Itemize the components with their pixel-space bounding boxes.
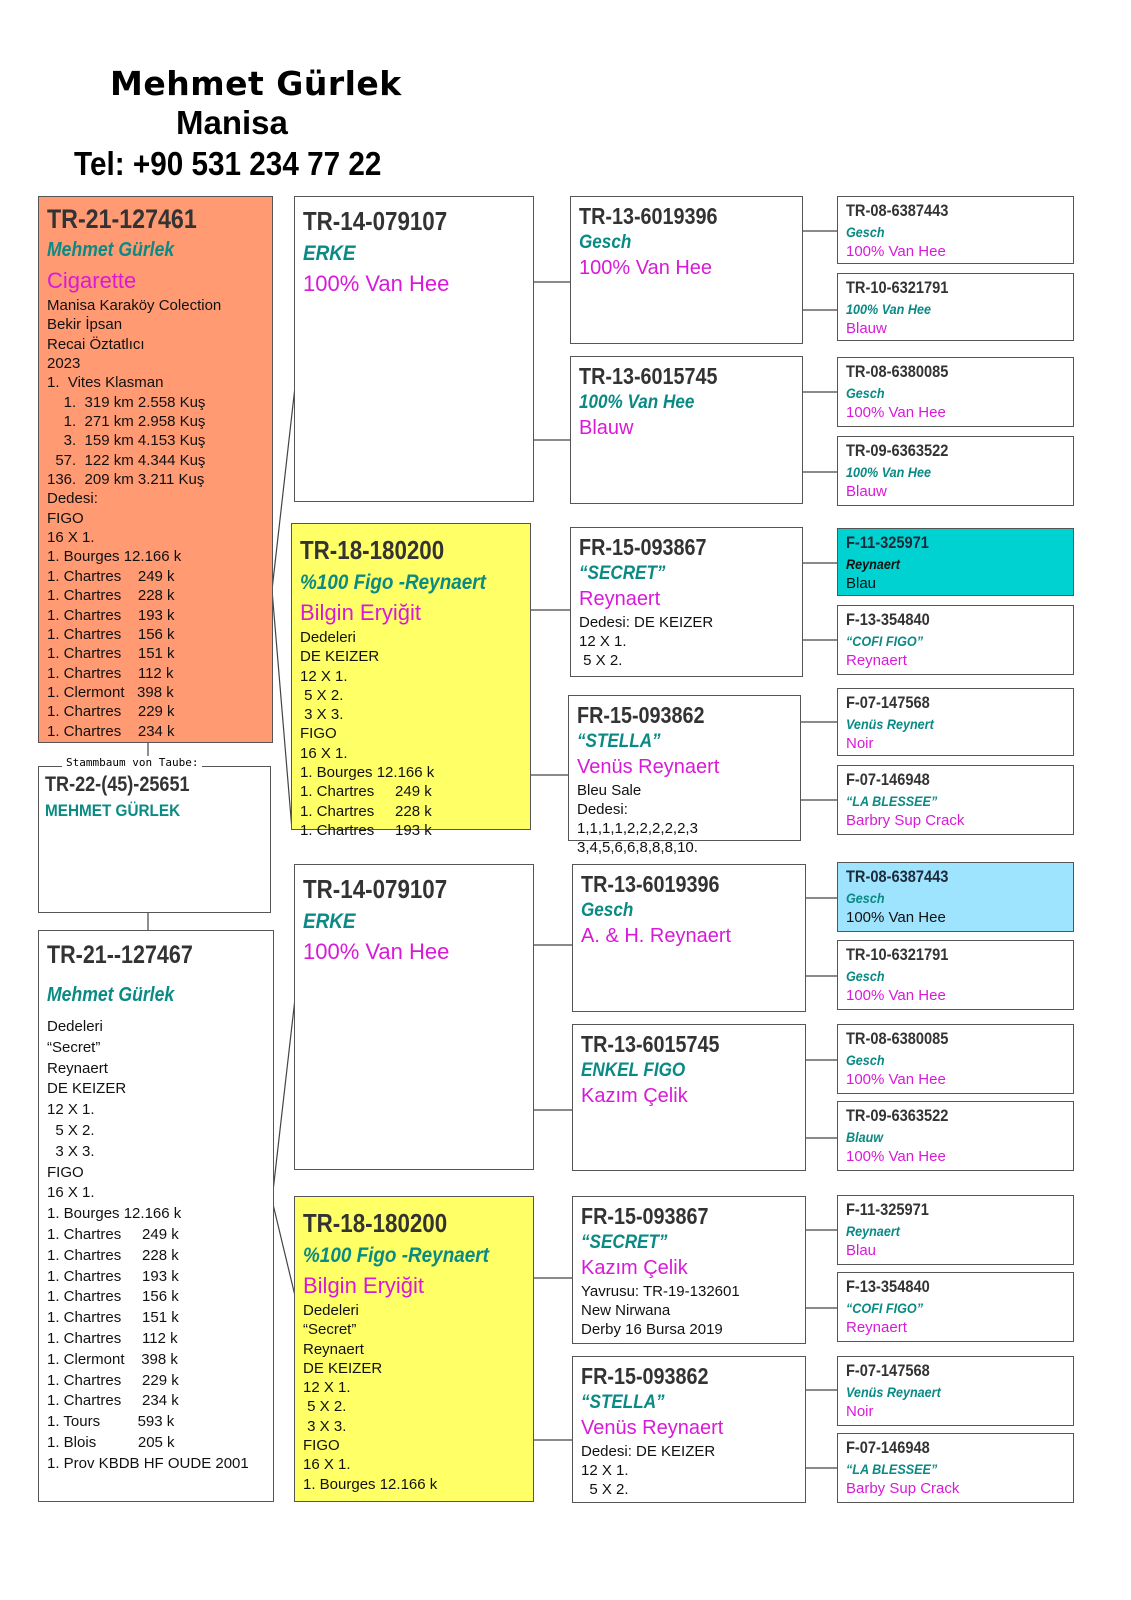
strain-line: Reynaert xyxy=(846,556,900,572)
subject2-details xyxy=(47,1017,265,1475)
detail-line: 1. Chartres 228 k xyxy=(47,1246,179,1264)
strain-line: ENKEL FIGO xyxy=(581,1060,686,1081)
subject-name: Cigarette xyxy=(47,268,137,293)
detail-line: 1. Chartres 193 k xyxy=(47,606,175,624)
strain-line: Gesch xyxy=(846,224,885,240)
great-grandparent-card xyxy=(837,765,1074,835)
breeder-phone: Tel: +90 531 234 77 22 xyxy=(74,145,382,182)
breeder-line: Reynaert xyxy=(579,588,661,610)
great-grandparent-card xyxy=(837,196,1074,264)
breeder-name: Mehmet Gürlek xyxy=(110,64,402,103)
detail-line: Bleu Sale xyxy=(577,782,642,799)
strain-line: %100 Figo -Reynaert xyxy=(303,1244,489,1267)
great-grandparent-card xyxy=(837,940,1074,1010)
detail-line: 1. Chartres 156 k xyxy=(47,625,175,643)
dam-card xyxy=(291,523,531,839)
breeder-line: 100% Van Hee xyxy=(846,404,946,421)
detail-line: 2023 xyxy=(47,355,81,373)
detail-line: 1. Chartres 249 k xyxy=(47,567,175,585)
strain-line: “COFI FIGO” xyxy=(846,633,924,649)
detail-line: 3 X 3. xyxy=(47,1142,95,1160)
strain-line: Gesch xyxy=(846,890,885,906)
breeder-line: 100% Van Hee xyxy=(846,1071,946,1088)
breeder-line: Bilgin Eryiğit xyxy=(300,600,422,625)
detail-line: 1. Bourges 12.166 k xyxy=(47,548,182,566)
ring-id: FR-15-093862 xyxy=(581,1363,709,1389)
ring-id: TR-10-6321791 xyxy=(846,278,949,297)
strain-line: 100% Van Hee xyxy=(846,301,931,317)
strain-line: “STELLA” xyxy=(581,1392,665,1413)
ring-id: TR-14-079107 xyxy=(303,206,448,236)
detail-line: 136. 209 km 3.211 Kuş xyxy=(47,471,205,489)
breeder-line: Blauw xyxy=(579,417,634,439)
detail-line: 1. Chartres 234 k xyxy=(47,722,175,740)
ring-id: TR-08-6380085 xyxy=(846,362,949,381)
strain-line: Gesch xyxy=(846,385,885,401)
detail-line: DE KEIZER xyxy=(47,1080,127,1098)
detail-line: 1. Clermont 398 k xyxy=(47,1350,178,1368)
subject-owner: Mehmet Gürlek xyxy=(47,239,175,261)
breeder-line: Noir xyxy=(846,735,874,752)
detail-line: 3 X 3. xyxy=(303,1417,347,1435)
detail-line: Dedesi: xyxy=(47,490,98,508)
strain-line: Gesch xyxy=(846,968,885,984)
grandparent-card xyxy=(572,1024,806,1171)
breeder-line: Noir xyxy=(846,1403,874,1420)
strain-line: Gesch xyxy=(846,1052,885,1068)
stammbaum-card xyxy=(38,766,271,913)
subject2-card xyxy=(38,930,274,1502)
detail-line: 16 X 1. xyxy=(300,744,348,762)
detail-line: 1,1,1,1,2,2,2,2,2,3 xyxy=(577,820,698,837)
detail-line: “Secret” xyxy=(47,1038,101,1056)
detail-line: Dedeleri xyxy=(303,1302,359,1319)
grandparent-card xyxy=(568,695,801,856)
detail-line: 12 X 1. xyxy=(47,1101,95,1119)
detail-line: 1. Tours 593 k xyxy=(47,1413,175,1431)
ring-id: F-13-354840 xyxy=(846,610,930,629)
grandparent-card xyxy=(572,1356,806,1503)
breeder-line: Reynaert xyxy=(846,652,907,669)
connector-line xyxy=(272,1200,296,1300)
great-grandparent-card xyxy=(837,1356,1074,1426)
strain-line: Venüs Reynert xyxy=(846,716,934,732)
detail-line: FIGO xyxy=(47,1163,84,1181)
detail-line: 1. Chartres 229 k xyxy=(47,703,175,721)
detail-line: 1. Chartres 249 k xyxy=(300,783,432,801)
detail-line: 1. Bourges 12.166 k xyxy=(47,1205,182,1223)
ring-id: TR-13-6015745 xyxy=(581,1031,720,1057)
detail-line: 3 X 3. xyxy=(300,706,344,724)
strain-line: “STELLA” xyxy=(577,731,661,752)
strain-line: ERKE xyxy=(303,910,356,933)
detail-line: 5 X 2. xyxy=(300,686,344,704)
great-grandparent-card xyxy=(837,528,1074,596)
ring-id: F-11-325971 xyxy=(846,1200,929,1219)
strain-line: 100% Van Hee xyxy=(579,392,695,413)
strain-line: “SECRET” xyxy=(579,563,666,584)
breeder-line: A. & H. Reynaert xyxy=(581,925,732,947)
ring-id: F-07-146948 xyxy=(846,770,930,789)
great-grandparent-card xyxy=(837,357,1074,427)
breeder-line: Barbry Sup Crack xyxy=(846,812,965,829)
stammbaum-ring-id: TR-22-(45)-25651 xyxy=(45,773,190,796)
breeder-line: Venüs Reynaert xyxy=(581,1417,724,1439)
great-grandparent-card xyxy=(837,605,1074,675)
detail-line: 1. Chartres 151 k xyxy=(47,1309,179,1327)
detail-line: DE KEIZER xyxy=(300,648,380,666)
strain-line: Reynaert xyxy=(846,1223,900,1239)
breeder-line: 100% Van Hee xyxy=(303,939,450,964)
detail-line: New Nirwana xyxy=(581,1302,671,1319)
detail-line: Dedesi: DE KEIZER xyxy=(579,614,714,631)
great-grandparent-card xyxy=(837,862,1074,932)
detail-line: Dedesi: DE KEIZER xyxy=(581,1443,716,1460)
strain-line: 100% Van Hee xyxy=(846,464,931,480)
detail-line: Derby 16 Bursa 2019 xyxy=(581,1321,723,1338)
detail-line: Manisa Karaköy Colection xyxy=(47,297,222,314)
grandparent-card xyxy=(570,356,803,504)
detail-line: Dedesi: xyxy=(577,801,628,818)
detail-line: 1. Chartres 249 k xyxy=(47,1225,179,1243)
breeder-line: Kazım Çelik xyxy=(581,1257,688,1279)
great-grandparent-card xyxy=(837,436,1074,506)
detail-line: “Secret” xyxy=(303,1321,357,1339)
sire2-card xyxy=(294,864,534,1170)
detail-line: FIGO xyxy=(47,509,84,527)
detail-line: 1. Bourges 12.166 k xyxy=(300,764,435,782)
breeder-line: Bilgin Eryiğit xyxy=(303,1273,425,1298)
detail-line: FIGO xyxy=(300,725,337,743)
breeder-line: Blauw xyxy=(846,483,887,500)
great-grandparent-card xyxy=(837,1433,1074,1503)
great-grandparent-card xyxy=(837,273,1074,341)
ring-id: TR-09-6363522 xyxy=(846,441,949,460)
subject2-owner: Mehmet Gürlek xyxy=(47,984,175,1006)
ring-id: F-13-354840 xyxy=(846,1277,930,1296)
detail-line: 1. Chartres 193 k xyxy=(47,1267,179,1285)
detail-line: Reynaert xyxy=(47,1059,108,1077)
ring-id: FR-15-093862 xyxy=(577,702,705,728)
detail-line: 57. 122 km 4.344 Kuş xyxy=(47,451,206,469)
detail-line: 12 X 1. xyxy=(581,1462,629,1479)
detail-line: 1. Chartres 156 k xyxy=(47,1288,179,1306)
strain-line: “SECRET” xyxy=(581,1232,668,1253)
detail-line: 5 X 2. xyxy=(47,1121,95,1139)
detail-line: 12 X 1. xyxy=(300,667,348,685)
breeder-line: Kazım Çelik xyxy=(581,1085,688,1107)
breeder-line: 100% Van Hee xyxy=(303,271,450,296)
detail-line: 1. Chartres 229 k xyxy=(47,1371,179,1389)
detail-line: 1. Prov KBDB HF OUDE 2001 xyxy=(47,1454,249,1472)
grandparent-card xyxy=(572,1196,806,1344)
strain-line: ERKE xyxy=(303,242,356,265)
breeder-line: Blauw xyxy=(846,320,887,337)
detail-line: DE KEIZER xyxy=(303,1359,383,1377)
detail-line: 5 X 2. xyxy=(579,652,623,669)
breeder-line: 100% Van Hee xyxy=(846,987,946,1004)
ring-id: TR-09-6363522 xyxy=(846,1106,949,1125)
ring-id: TR-08-6387443 xyxy=(846,201,949,220)
strain-line: Gesch xyxy=(579,232,632,253)
detail-line: Yavrusu: TR-19-132601 xyxy=(581,1283,740,1300)
ring-id: F-07-146948 xyxy=(846,1438,930,1457)
subject-ring-id: TR-21-127461 xyxy=(47,204,197,234)
ring-id: TR-18-180200 xyxy=(303,1208,448,1238)
breeder-line: Blau xyxy=(846,1242,877,1259)
grandparent-card xyxy=(572,864,806,1012)
detail-line: 1. Chartres 112 k xyxy=(47,664,174,682)
detail-line: 16 X 1. xyxy=(303,1456,351,1474)
detail-line: 3,4,5,6,6,8,8,8,10. xyxy=(577,839,698,856)
detail-line: 3. 159 km 4.153 Kuş xyxy=(47,432,206,450)
breeder-line: 100% Van Hee xyxy=(579,257,713,279)
great-grandparent-card xyxy=(837,688,1074,756)
great-grandparent-card xyxy=(837,1024,1074,1094)
ring-id: FR-15-093867 xyxy=(579,534,707,560)
subject-details xyxy=(47,296,264,741)
detail-line: 1. Blois 205 k xyxy=(47,1433,175,1451)
strain-line: “LA BLESSEE” xyxy=(846,793,938,809)
ring-id: TR-08-6387443 xyxy=(846,867,949,886)
detail-line: FIGO xyxy=(303,1437,340,1455)
grandparent-card xyxy=(570,527,803,677)
breeder-city: Manisa xyxy=(176,104,288,141)
sire-card xyxy=(294,196,534,502)
ring-id: TR-10-6321791 xyxy=(846,945,949,964)
strain-line: %100 Figo -Reynaert xyxy=(300,571,486,594)
detail-line: 12 X 1. xyxy=(303,1379,351,1397)
connector-line xyxy=(272,590,292,830)
breeder-line: Blau xyxy=(846,575,877,592)
breeder-line: 100% Van Hee xyxy=(846,909,946,926)
great-grandparent-card xyxy=(837,1272,1074,1342)
great-grandparent-card xyxy=(837,1195,1074,1265)
breeder-line: Venüs Reynaert xyxy=(577,756,720,778)
detail-line: Dedeleri xyxy=(47,1018,103,1035)
great-grandparent-card xyxy=(837,1101,1074,1171)
ring-id: TR-08-6380085 xyxy=(846,1029,949,1048)
detail-line: Recai Öztatlıcı xyxy=(47,335,145,353)
detail-line: 1. Chartres 234 k xyxy=(47,1392,179,1410)
detail-line: Bekir İpsan xyxy=(47,316,123,334)
detail-line: 5 X 2. xyxy=(303,1398,347,1416)
subject-card xyxy=(38,196,273,743)
detail-line: 16 X 1. xyxy=(47,1184,95,1202)
detail-line: 1. Vites Klasman xyxy=(47,374,164,392)
ring-id: TR-13-6019396 xyxy=(579,203,718,229)
strain-line: “COFI FIGO” xyxy=(846,1300,924,1316)
detail-line: 1. Chartres 151 k xyxy=(47,645,175,663)
grandparent-card xyxy=(570,196,803,344)
breeder-line: Barby Sup Crack xyxy=(846,1480,960,1497)
ring-id: TR-14-079107 xyxy=(303,874,448,904)
detail-line: Reynaert xyxy=(303,1340,364,1358)
breeder-line: Reynaert xyxy=(846,1319,907,1336)
ring-id: FR-15-093867 xyxy=(581,1203,709,1229)
detail-line: 1. 271 km 2.958 Kuş xyxy=(47,413,206,431)
ring-id: TR-13-6019396 xyxy=(581,871,720,897)
breeder-line: 100% Van Hee xyxy=(846,243,946,260)
detail-line: Dedeleri xyxy=(300,629,356,646)
dam2-card xyxy=(294,1196,534,1502)
connector-line xyxy=(272,990,296,1200)
detail-line: 12 X 1. xyxy=(579,633,627,650)
ring-id: TR-18-180200 xyxy=(300,535,445,565)
subject2-ring-id: TR-21--127467 xyxy=(47,941,193,969)
strain-line: Blauw xyxy=(846,1129,884,1145)
strain-line: Gesch xyxy=(581,900,634,921)
detail-line: 16 X 1. xyxy=(47,529,95,547)
ring-id: F-11-325971 xyxy=(846,533,929,552)
detail-line: 5 X 2. xyxy=(581,1481,629,1498)
ring-id: F-07-147568 xyxy=(846,1361,930,1380)
detail-line: 1. Chartres 112 k xyxy=(47,1329,178,1347)
detail-line: 1. Chartres 228 k xyxy=(300,802,432,820)
stammbaum-label: Stammbaum von Taube: xyxy=(62,756,202,770)
stammbaum-owner: MEHMET GÜRLEK xyxy=(45,801,181,820)
breeder-line: 100% Van Hee xyxy=(846,1148,946,1165)
ring-id: F-07-147568 xyxy=(846,693,930,712)
detail-line: 1. Chartres 193 k xyxy=(300,821,432,839)
detail-line: 1. Bourges 12.166 k xyxy=(303,1475,438,1493)
detail-line: 1. 319 km 2.558 Kuş xyxy=(47,393,206,411)
strain-line: Venüs Reynaert xyxy=(846,1384,941,1400)
ring-id: TR-13-6015745 xyxy=(579,363,718,389)
detail-line: 1. Clermont 398 k xyxy=(47,683,174,701)
strain-line: “LA BLESSEE” xyxy=(846,1461,938,1477)
detail-line: 1. Chartres 228 k xyxy=(47,587,175,605)
